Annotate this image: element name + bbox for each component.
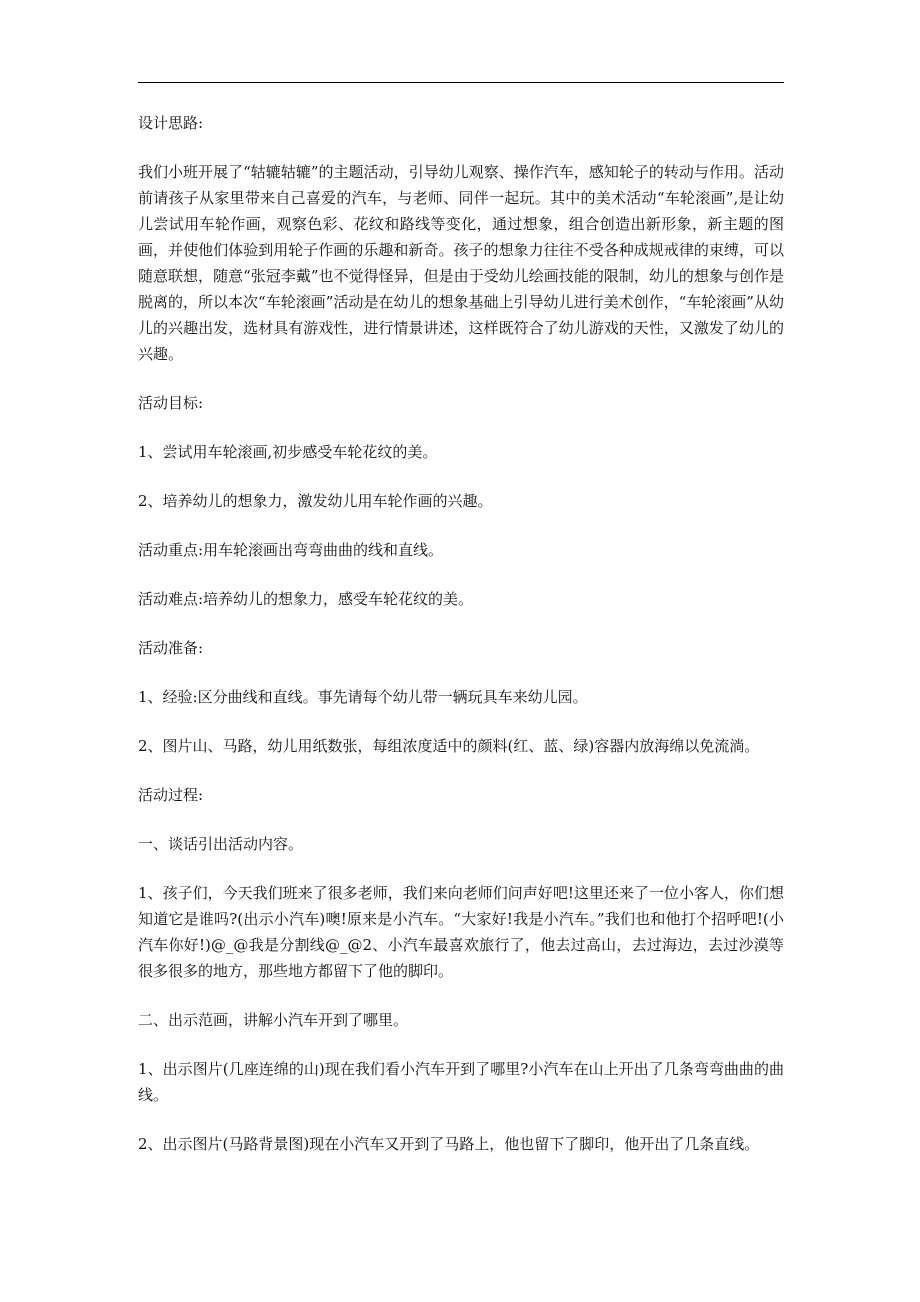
document-body xyxy=(138,110,784,1180)
process-section-2: 二、出示范画，讲解小汽车开到了哪里。 xyxy=(138,1011,409,1029)
heading-activity-process: 活动过程: xyxy=(138,786,204,804)
process-section-1: 一、谈话引出活动内容。 xyxy=(138,835,304,853)
goal-item-1: 1、尝试用车轮滚画,初步感受车轮花纹的美。 xyxy=(138,443,438,461)
preparation-item-1: 1、经验:区分曲线和直线。事先请每个幼儿带一辆玩具车来幼儿园。 xyxy=(138,688,588,706)
process-step-1: 1、孩子们，今天我们班来了很多老师，我们来向老师们问声好吧!这里还来了一位小客人，你们想知道它是谁吗?(出示小汽车)噢!原来是小汽车。“大家好!我是小汽车。”我们也和他打个招呼吧!(小汽车你好!)@_@我是分割线@_@2、小汽车最喜欢旅行了，他去过高山，去过海边，去过沙漠等很多很多的地方，那些地方都留下了他的脚印。 xyxy=(138,884,784,980)
process-step-2-2: 2、出示图片(马路背景图)现在小汽车又开到了马路上，他也留下了脚印，他开出了几条直线。 xyxy=(138,1135,760,1153)
process-step-2-1: 1、出示图片(几座连绵的山)现在我们看小汽车开到了哪里?小汽车在山上开出了几条弯弯曲曲的曲线。 xyxy=(138,1060,784,1104)
goal-item-2: 2、培养幼儿的想象力，激发幼儿用车轮作画的兴趣。 xyxy=(138,492,493,510)
activity-difficulty: 活动难点:培养幼儿的想象力，感受车轮花纹的美。 xyxy=(138,590,474,608)
header-rule xyxy=(138,82,784,83)
paragraph-design-idea: 我们小班开展了“轱辘轱辘”的主题活动，引导幼儿观察、操作汽车，感知轮子的转动与作用。活动前请孩子从家里带来自己喜爱的汽车，与老师、同伴一起玩。其中的美术活动“车轮滚画”,是让幼儿尝试用车轮作画，观察色彩、花纹和路线等变化，通过想象，组合创造出新形象，新主题的图画，并使他们体验到用轮子作画的乐趣和新奇。孩子的想象力往往不受各种成规戒律的束缚，可以随意联想，随意“张冠李戴”也不觉得怪异，但是由于受幼儿绘画技能的限制，幼儿的想象与创作是脱离的，所以本次“车轮滚画”活动是在幼儿的想象基础上引导幼儿进行美术创作，“车轮滚画”从幼儿的兴趣出发，选材具有游戏性，进行情景讲述，这样既符合了幼儿游戏的天性，又激发了幼儿的兴趣。 xyxy=(138,163,784,363)
activity-key-point: 活动重点:用车轮滚画出弯弯曲曲的线和直线。 xyxy=(138,541,444,559)
heading-activity-preparation: 活动准备: xyxy=(138,639,204,657)
heading-activity-goals: 活动目标: xyxy=(138,394,204,412)
preparation-item-2: 2、图片山、马路，幼儿用纸数张，每组浓度适中的颜料(红、蓝、绿)容器内放海绵以免流淌。 xyxy=(138,737,760,755)
heading-design-idea: 设计思路: xyxy=(138,114,204,132)
